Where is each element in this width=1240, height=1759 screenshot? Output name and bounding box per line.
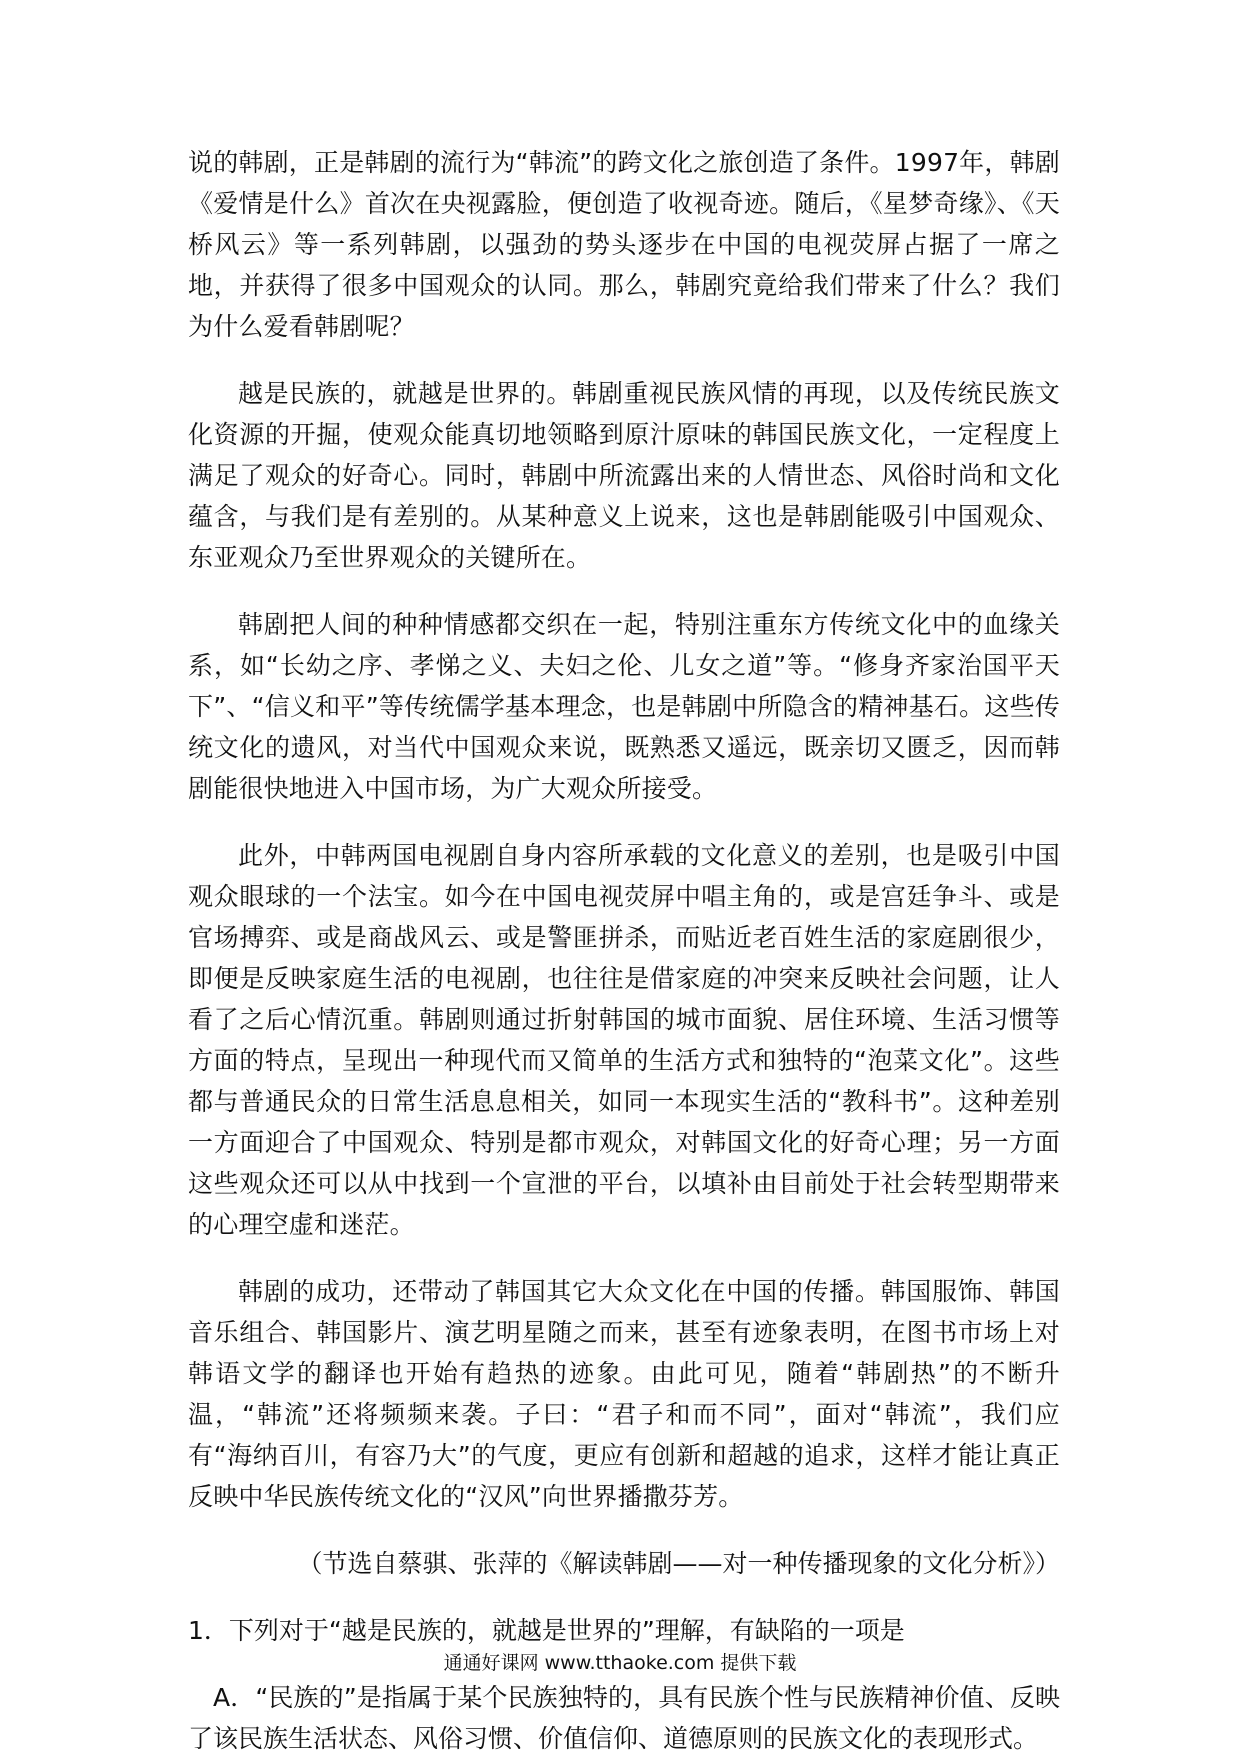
document-body xyxy=(188,142,1060,1759)
article-paragraph-1: 说的韩剧，正是韩剧的流行为“韩流”的跨文化之旅创造了条件。1997年，韩剧《爱情是什么》首次在央视露脸，便创造了收视奇迹。随后，《星梦奇缘》、《天桥风云》等一系列韩剧，以强劲的势头逐步在中国的电视荧屏占据了一席之地，并获得了很多中国观众的认同。那么，韩剧究竟给我们带来了什么？我们为什么爱看韩剧呢？ xyxy=(188,148,1060,341)
article-paragraph-2: 越是民族的，就越是世界的。韩剧重视民族风情的再现，以及传统民族文化资源的开掘，使观众能真切地领略到原汁原味的韩国民族文化，一定程度上满足了观众的好奇心。同时，韩剧中所流露出来的人情世态、风俗时尚和文化蕴含，与我们是有差别的。从某种意义上说来，这也是韩剧能吸引中国观众、东亚观众乃至世界观众的关键所在。 xyxy=(188,379,1060,572)
article-paragraph-4: 此外，中韩两国电视剧自身内容所承载的文化意义的差别，也是吸引中国观众眼球的一个法宝。如今在中国电视荧屏中唱主角的，或是宫廷争斗、或是官场搏弈、或是商战风云、或是警匪拼杀，而贴近老百姓生活的家庭剧很少，即便是反映家庭生活的电视剧，也往往是借家庭的冲突来反映社会问题，让人看了之后心情沉重。韩剧则通过折射韩国的城市面貌、居住环境、生活习惯等方面的特点，呈现出一种现代而又简单的生活方式和独特的“泡菜文化”。这些都与普通民众的日常生活息息相关，如同一本现实生活的“教科书”。这种差别一方面迎合了中国观众、特别是都市观众，对韩国文化的好奇心理；另一方面这些观众还可以从中找到一个宣泄的平台，以填补由目前处于社会转型期带来的心理空虚和迷茫。 xyxy=(188,841,1061,1239)
question-option-a: A．“民族的”是指属于某个民族独特的，具有民族个性与民族精神价值、反映了该民族生活状态、风俗习惯、价值信仰、道德原则的民族文化的表现形式。 xyxy=(188,1683,1060,1753)
page-footer: 通通好课网 www.tthaoke.com 提供下载 xyxy=(443,1652,797,1674)
article-paragraph-5: 韩剧的成功，还带动了韩国其它大众文化在中国的传播。韩国服饰、韩国音乐组合、韩国影片、演艺明星随之而来，甚至有迹象表明，在图书市场上对韩语文学的翻译也开始有趋热的迹象。由此可见，随着“韩剧热”的不断升温，“韩流”还将频频来袭。子曰：“君子和而不同”，面对“韩流”，我们应有“海纳百川，有容乃大”的气度，更应有创新和超越的追求，这样才能让真正反映中华民族传统文化的“汉风”向世界播撒芬芳。 xyxy=(188,1277,1060,1511)
question-stem: 1．下列对于“越是民族的，就越是世界的”理解，有缺陷的一项是 xyxy=(188,1616,905,1645)
article-source: （节选自蔡骐、张萍的《解读韩剧——对一种传播现象的文化分析》） xyxy=(297,1549,1060,1578)
article-paragraph-3: 韩剧把人间的种种情感都交织在一起，特别注重东方传统文化中的血缘关系，如“长幼之序、孝悌之义、夫妇之伦、儿女之道”等。“修身齐家治国平天下”、“信义和平”等传统儒学基本理念，也是韩剧中所隐含的精神基石。这些传统文化的遗风，对当代中国观众来说，既熟悉又遥远，既亲切又匮乏，因而韩剧能很快地进入中国市场，为广大观众所接受。 xyxy=(188,610,1060,803)
